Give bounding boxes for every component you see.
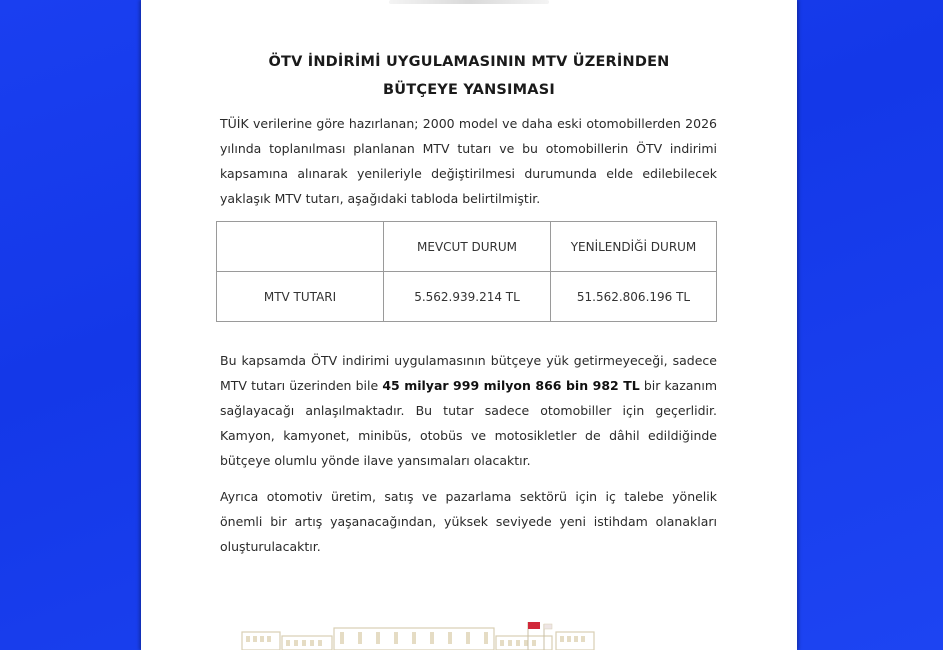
table-cell-label: MTV TUTARI (217, 272, 384, 322)
table-cell-renewed: 51.562.806.196 TL (551, 272, 717, 322)
table-header-row (217, 222, 717, 272)
title-line-1: ÖTV İNDİRİMİ UYGULAMASININ MTV ÜZERİNDEN (268, 54, 670, 70)
gain-text-after: bir kazanım sağlayacağı anlaşılmaktadır. Bu tutar sadece otomobiller için geçerlidir. Kamyon, kamyonet, minibüs, otobüs ve motosikletler de dâhil edildiğinde bütçeye olumlu yönde ilave yansımaları olacaktır. (220, 378, 717, 468)
table-row (217, 272, 717, 322)
table-cell-current: 5.562.939.214 TL (384, 272, 551, 322)
gain-amount: 45 milyar 999 milyon 866 bin 982 TL (382, 378, 640, 393)
title-line-2: BÜTÇEYE YANSIMASI (383, 82, 555, 98)
employment-paragraph: Ayrıca otomotiv üretim, satış ve pazarlama sektörü için iç talebe yönelik önemli bir artış yaşanacağından, yüksek seviyede yeni istihdam olanakları oluşturulacaktır. (220, 489, 717, 554)
mtv-table (216, 221, 717, 322)
gain-paragraph (220, 348, 717, 473)
document-header-faded (389, 0, 549, 4)
document-page (141, 0, 797, 650)
table-header-cell (217, 222, 384, 272)
document-title (141, 48, 797, 104)
parliament-building-watermark (240, 618, 680, 650)
turkish-flag-icon (528, 622, 540, 629)
table-header-cell: YENİLENDİĞİ DURUM (551, 222, 717, 272)
table-header-cell: MEVCUT DURUM (384, 222, 551, 272)
gain-text-before: Bu kapsamda ÖTV indirimi uygulamasının bütçeye yük getirmeyeceği, sadece MTV tutarı üzerinden bile (220, 353, 717, 393)
intro-paragraph: TÜİK verilerine göre hazırlanan; 2000 model ve daha eski otomobillerden 2026 yılında toplanılması planlanan MTV tutarı ve bu otomobillerin ÖTV indirimi kapsamına alınarak yenileriyle değiştirilmesi durumunda elde edilebilecek yaklaşık MTV tutarı, aşağıdaki tabloda belirtilmiştir. (220, 116, 717, 206)
